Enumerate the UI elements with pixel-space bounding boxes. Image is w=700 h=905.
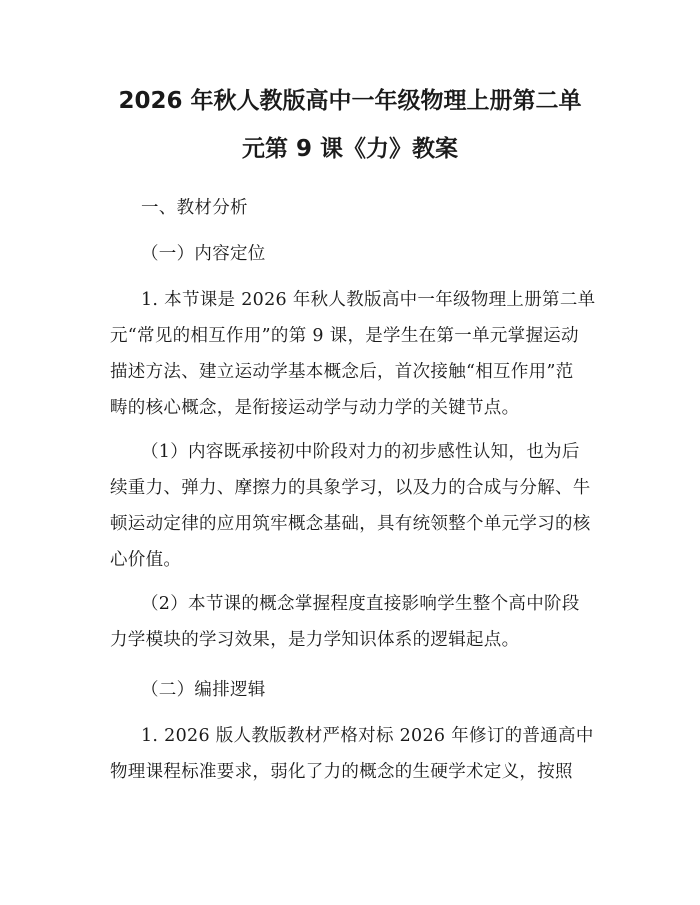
paragraph-3-line: （2）本节课的概念掌握程度直接影响学生整个高中阶段 [141, 594, 580, 614]
paragraph-4 [110, 718, 610, 790]
paragraph-2-line: 续重力、弹力、摩擦力的具象学习，以及力的合成与分解、牛 [110, 478, 591, 498]
document-title-line-1: 2026 年秋人教版高中一年级物理上册第二单 [118, 88, 582, 114]
paragraph-1 [110, 282, 610, 426]
document-title-line-2: 元第 9 课《力》教案 [241, 136, 459, 162]
paragraph-1-line: 描述方法、建立运动学基本概念后，首次接触“相互作用”范 [110, 362, 574, 382]
subsection-heading-content-positioning: （一）内容定位 [141, 244, 266, 264]
paragraph-2-line: 心价值。 [110, 550, 182, 570]
paragraph-2-line: 顿运动定律的应用筑牢概念基础，具有统领整个单元学习的核 [110, 514, 591, 534]
paragraph-4-line: 物理课程标准要求，弱化了力的概念的生硬学术定义，按照 [110, 762, 573, 782]
paragraph-2-line: （1）内容既承接初中阶段对力的初步感性认知，也为后 [141, 442, 580, 462]
subsection-heading-arrangement-logic: （二）编排逻辑 [141, 680, 266, 700]
section-heading-textbook-analysis: 一、教材分析 [141, 198, 248, 218]
paragraph-1-line: 畴的核心概念，是衔接运动学与动力学的关键节点。 [110, 398, 520, 418]
paragraph-3 [110, 586, 610, 658]
paragraph-4-line: 1. 2026 版人教版教材严格对标 2026 年修订的普通高中 [141, 726, 594, 746]
paragraph-1-line: 1. 本节课是 2026 年秋人教版高中一年级物理上册第二单 [141, 290, 596, 310]
paragraph-3-line: 力学模块的学习效果，是力学知识体系的逻辑起点。 [110, 630, 520, 650]
paragraph-1-line: 元“常见的相互作用”的第 9 课，是学生在第一单元掌握运动 [110, 326, 579, 346]
paragraph-2 [110, 434, 610, 578]
